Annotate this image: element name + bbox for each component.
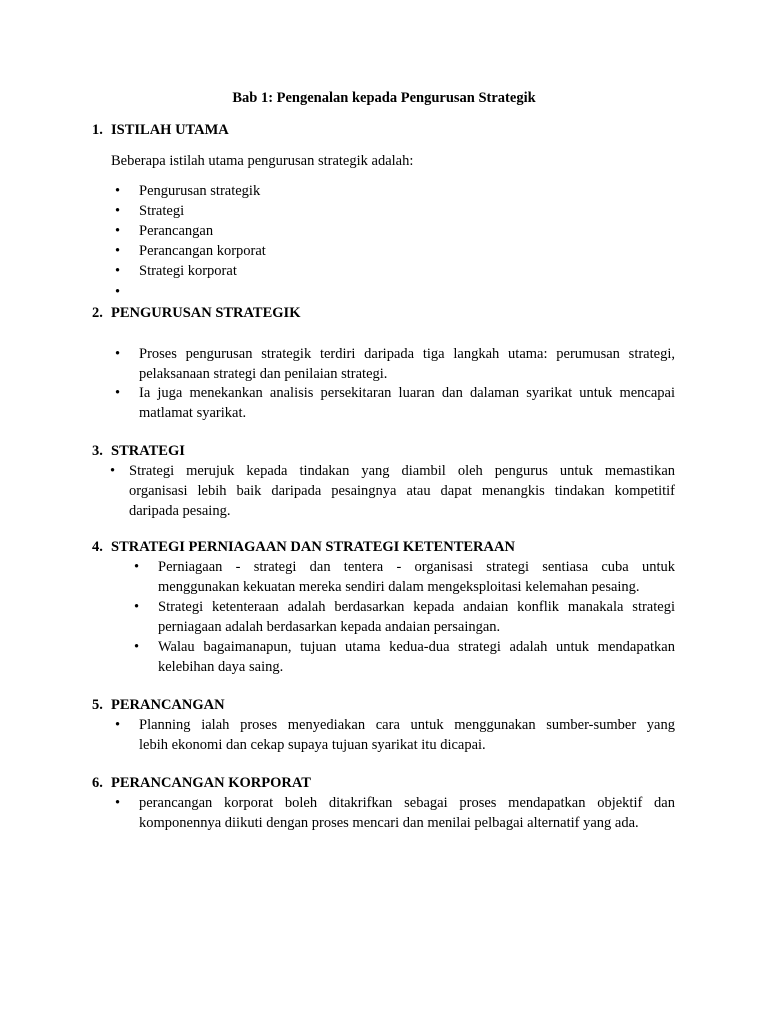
- list-item: [110, 461, 675, 521]
- bullet-icon: •: [115, 263, 121, 279]
- bullet-icon: •: [115, 284, 121, 300]
- list-item-text-line: komponennya diikuti dengan proses mencari dan menilai pelbagai alternatif yang ada.: [139, 815, 639, 831]
- list-item-text: Perancangan korporat: [139, 243, 266, 259]
- bullet-icon: •: [115, 385, 121, 401]
- bullet-icon: •: [115, 795, 121, 811]
- section-1-heading: [92, 120, 229, 140]
- bullet-icon: •: [134, 559, 140, 575]
- list-item-text-line: Strategi ketenteraan adalah berdasarkan kepada andaian konflik manakala strategi: [158, 599, 675, 615]
- list-item: [115, 201, 675, 221]
- list-item-empty: [115, 282, 675, 302]
- list-item-text: Strategi korporat: [139, 263, 237, 279]
- section-number: 1.: [92, 122, 103, 138]
- list-item-text-line: perancangan korporat boleh ditakrifkan sebagai proses mendapatkan objektif dan: [139, 795, 675, 811]
- list-item-text-line: organisasi lebih baik daripada pesaingnya atau dapat menangkis tindakan kompetitif: [129, 483, 675, 499]
- list-item-text-line: kelebihan daya saing.: [158, 659, 284, 675]
- bullet-icon: •: [115, 223, 121, 239]
- list-item: [134, 597, 675, 637]
- section-1-intro: Beberapa istilah utama pengurusan strategik adalah:: [111, 153, 414, 169]
- document-title: Bab 1: Pengenalan kepada Pengurusan Strategik: [232, 90, 536, 106]
- section-3-heading: [92, 441, 185, 461]
- list-item-text: Pengurusan strategik: [139, 183, 261, 199]
- bullet-icon: •: [115, 243, 121, 259]
- list-item: [115, 261, 675, 281]
- section-number: 5.: [92, 697, 103, 713]
- bullet-icon: •: [115, 183, 121, 199]
- section-number: 4.: [92, 539, 103, 555]
- section-title: ISTILAH UTAMA: [111, 122, 229, 138]
- list-item-text-line: Strategi merujuk kepada tindakan yang diambil oleh pengurus untuk memastikan: [129, 463, 675, 479]
- list-item: [134, 557, 675, 597]
- list-item-text-line: matlamat syarikat.: [139, 405, 247, 421]
- bullet-icon: •: [115, 203, 121, 219]
- section-6-heading: [92, 773, 311, 793]
- list-item: [115, 181, 675, 201]
- list-item: [115, 715, 675, 755]
- list-item: [115, 241, 675, 261]
- list-item-text-line: pelaksanaan strategi dan penilaian strategi.: [139, 366, 388, 382]
- list-item-text-line: perniagaan adalah berdasarkan kepada andaian persaingan.: [158, 619, 501, 635]
- list-item: [115, 344, 675, 384]
- list-item: [115, 383, 675, 423]
- list-item: [115, 221, 675, 241]
- section-number: 3.: [92, 443, 103, 459]
- list-item-text-line: Perniagaan - strategi dan tentera - organisasi strategi sentiasa cuba untuk: [158, 559, 675, 575]
- list-item-text-line: daripada pesaing.: [129, 503, 231, 519]
- section-number: 6.: [92, 775, 103, 791]
- list-item: [115, 793, 675, 833]
- section-2-heading: [92, 303, 300, 323]
- list-item-text: Perancangan: [139, 223, 214, 239]
- list-item-text-line: Walau bagaimanapun, tujuan utama kedua-dua strategi adalah untuk mendapatkan: [158, 639, 675, 655]
- bullet-icon: •: [134, 639, 140, 655]
- section-title: STRATEGI: [111, 443, 185, 459]
- section-title: PERANCANGAN: [111, 697, 225, 713]
- bullet-icon: •: [110, 463, 116, 479]
- section-title: STRATEGI PERNIAGAAN DAN STRATEGI KETENTERAAN: [111, 539, 515, 555]
- bullet-icon: •: [115, 717, 121, 733]
- section-title: PENGURUSAN STRATEGIK: [111, 305, 301, 321]
- list-item-text: Strategi: [139, 203, 185, 219]
- list-item-text-line: lebih ekonomi dan cekap supaya tujuan syarikat itu dicapai.: [139, 737, 486, 753]
- list-item-text-line: Planning ialah proses menyediakan cara untuk menggunakan sumber-sumber yang: [139, 717, 675, 733]
- list-item-text-line: Ia juga menekankan analisis persekitaran luaran dan dalaman syarikat untuk mencapai: [139, 385, 675, 401]
- section-title: PERANCANGAN KORPORAT: [111, 775, 311, 791]
- section-5-heading: [92, 695, 225, 715]
- list-item: [134, 637, 675, 677]
- bullet-icon: •: [134, 599, 140, 615]
- section-4-heading: [92, 537, 515, 557]
- bullet-icon: •: [115, 346, 121, 362]
- list-item-text-line: menggunakan kekuatan mereka sendiri dalam mengeksploitasi kelemahan pesaing.: [158, 579, 640, 595]
- list-item-text-line: Proses pengurusan strategik terdiri daripada tiga langkah utama: perumusan strategi,: [139, 346, 675, 362]
- section-number: 2.: [92, 305, 103, 321]
